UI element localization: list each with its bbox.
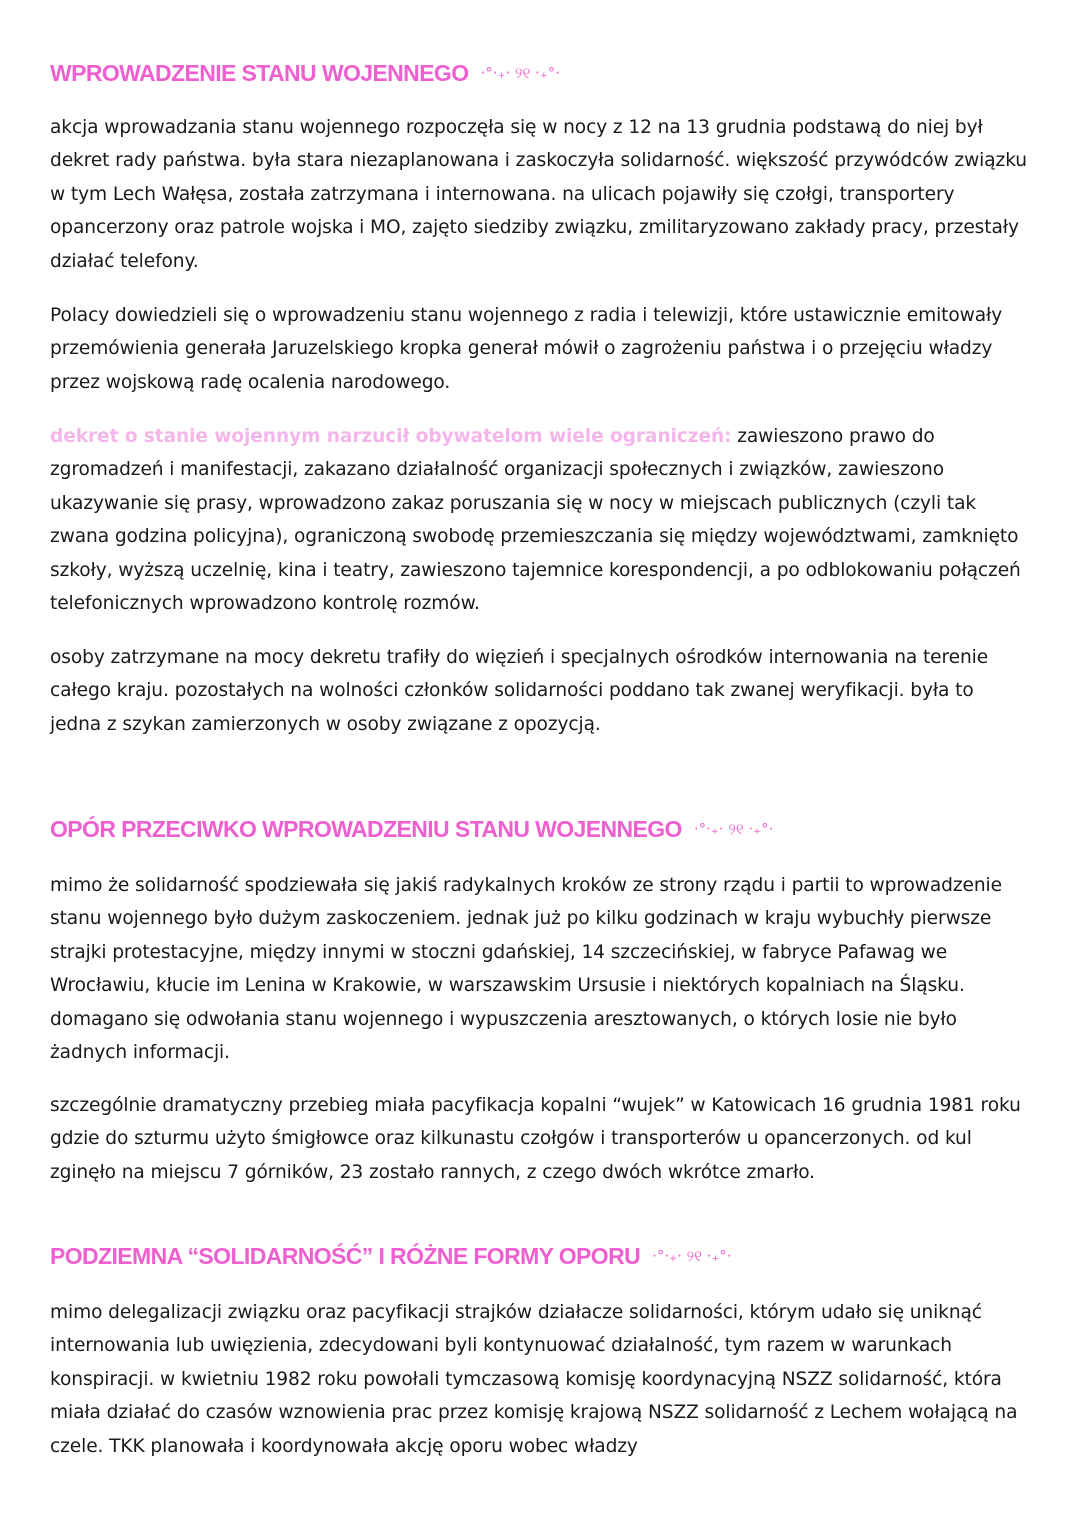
paragraph-wujek: szczególnie dramatyczny przebieg miała pacyfikacja kopalni “wujek” w Katowicach 16 grudnia 1981 roku gdzie do szturmu użyto śmigłowce oraz kilkunastu czołgów i transporterów u opancerzonych. od kul zginęło na miejscu 7 górników, 23 zostało rannych, z czego dwóch wkrótce zmarło. <box>50 1095 1021 1183</box>
sparkle-decoration-icon: ·°·₊· ୨୧ ·₊°· <box>652 1247 732 1265</box>
section-heading-wprowadzenie <box>50 62 560 85</box>
restrictions-text: zawieszono prawo do zgromadzeń i manifestacji, zakazano działalność organizacji społecznych i związków, zawieszono ukazywanie się prasy, wprowadzono zakaz poruszania się w nocy w miejscach publicznych (czyli tak zwana godzina policyjna), ograniczoną swobodę przemieszczania się między województwami, zamknięto szkoły, wyższą uczelnię, kina i teatry, zawieszono tajemnice korespondencji, a po odblokowaniu połączeń telefonicznych wprowadzono kontrolę rozmów. <box>50 426 1021 615</box>
paragraph-internment: osoby zatrzymane na mocy dekretu trafiły do więzień i specjalnych ośrodków internowania na terenie całego kraju. pozostałych na wolności członków solidarności poddano tak zwanej weryfikacji. była to jedna z szykan zamierzonych w osoby związane z opozycją. <box>50 647 989 735</box>
heading-text: OPÓR PRZECIWKO WPROWADZENIU STANU WOJENNEGO <box>50 816 682 842</box>
paragraph-restrictions <box>50 420 1028 620</box>
highlighted-lead-phrase: dekret o stanie wojennym narzucił obywatelom wiele ograniczeń: <box>50 426 732 447</box>
section-heading-podziemna <box>50 1245 732 1268</box>
section-heading-opor <box>50 818 773 841</box>
heading-text: PODZIEMNA “SOLIDARNOŚĆ” I RÓŻNE FORMY OPORU <box>50 1243 641 1269</box>
sparkle-decoration-icon: ·°·₊· ୨୧ ·₊°· <box>480 64 561 82</box>
paragraph-radio-tv: Polacy dowiedzieli się o wprowadzeniu stanu wojennego z radia i telewizji, które ustawicznie emitowały przemówienia generała Jaruzelskiego kropka generał mówił o zagrożeniu państwa i o przejęciu władzy przez wojskową radę ocalenia narodowego. <box>50 305 1003 393</box>
paragraph-intro: akcja wprowadzania stanu wojennego rozpoczęła się w nocy z 12 na 13 grudnia podstawą do niej był dekret rady państwa. była stara niezaplanowana i zaskoczyła solidarność. większość przywódców związku w tym Lech Wałęsa, została zatrzymana i internowana. na ulicach pojawiły się czołgi, transportery opancerzony oraz patrole wojska i MO, zajęto siedziby związku, zmilitaryzowano zakłady pracy, przestały działać telefony. <box>50 117 1027 272</box>
sparkle-decoration-icon: ·°·₊· ୨୧ ·₊°· <box>693 820 774 838</box>
paragraph-strikes: mimo że solidarność spodziewała się jakiś radykalnych kroków ze strony rządu i partii to wprowadzenie stanu wojennego było dużym zaskoczeniem. jednak już po kilku godzinach w kraju wybuchły pierwsze strajki protestacyjne, między innymi w stoczni gdańskiej, 14 szczecińskiej, w fabryce Pafawag we Wrocławiu, kłucie im Lenina w Krakowie, w warszawskim Ursusie i niektórych kopalniach na Śląsku. domagano się odwołania stanu wojennego i wypuszczenia aresztowanych, o których losie nie było żadnych informacji. <box>50 875 1002 1064</box>
heading-text: WPROWADZENIE STANU WOJENNEGO <box>50 60 469 86</box>
paragraph-underground: mimo delegalizacji związku oraz pacyfikacji strajków działacze solidarności, którym udało się uniknąć internowania lub uwięzienia, zdecydowani byli kontynuować działalność, tym razem w warunkach konspiracji. w kwietniu 1982 roku powołali tymczasową komisję koordynacyjną NSZZ solidarność, która miała działać do czasów wznowienia prac przez komisję krajową NSZZ solidarność z Lechem wołającą na czele. TKK planowała i koordynowała akcję oporu wobec władzy <box>50 1302 1018 1457</box>
